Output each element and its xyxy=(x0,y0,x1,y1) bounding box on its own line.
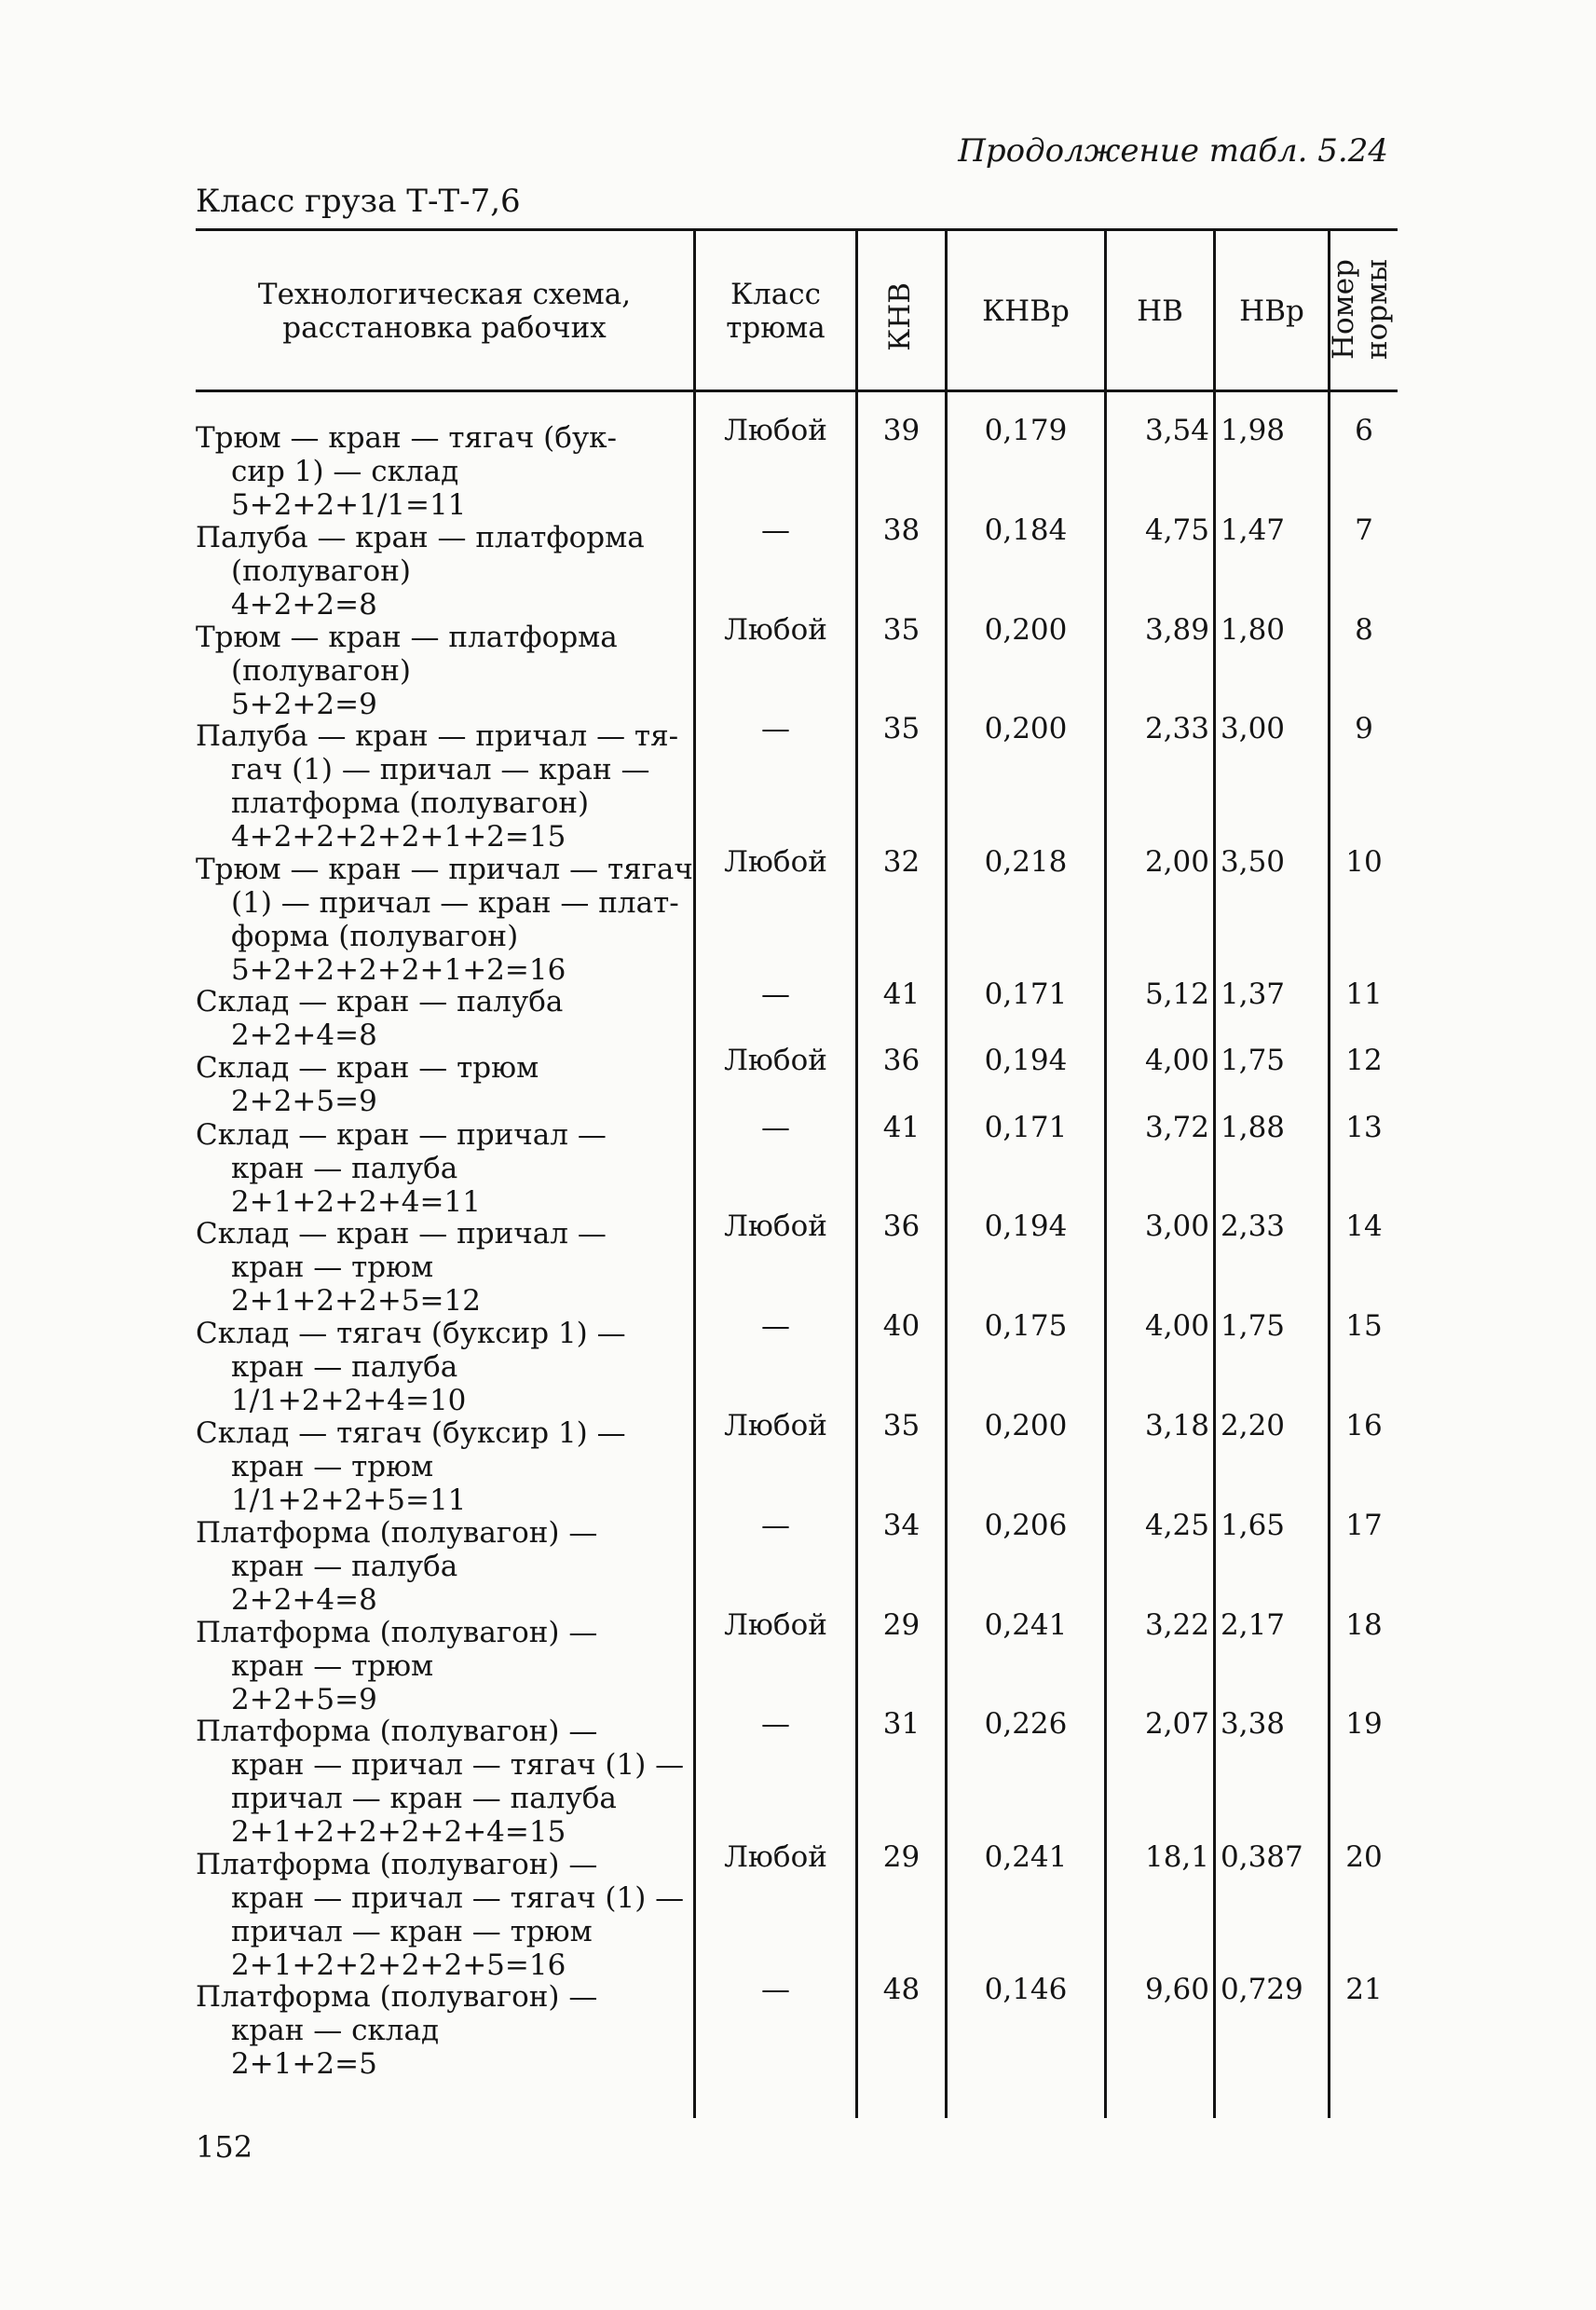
nvr-cell: 3,50 xyxy=(1221,844,1286,879)
norm-number-cell: 15 xyxy=(1345,1309,1383,1344)
scheme-line: 1/1+2+2+4=10 xyxy=(231,1384,467,1418)
nvr-cell: 2,33 xyxy=(1221,1210,1286,1244)
scheme-line: кран — склад xyxy=(231,2014,440,2048)
scheme-line: гач (1) — причал — кран — xyxy=(231,753,650,787)
nv-cell: 5,12 xyxy=(1144,977,1209,1012)
header-hold-class: Класс трюма xyxy=(726,278,825,345)
scheme-line: 4+2+2=8 xyxy=(231,587,377,622)
scheme-line: 2+2+5=9 xyxy=(231,1085,377,1119)
hold-class-cell: — xyxy=(761,1110,790,1144)
hold-class-cell: Любой xyxy=(724,414,827,447)
header-norm-number: Номер нормы xyxy=(1327,259,1394,361)
cargo-class-label: Класс груза Т-Т-7,6 xyxy=(196,183,521,220)
nv-cell: 2,07 xyxy=(1144,1707,1209,1742)
hold-class-cell: — xyxy=(761,1309,790,1344)
norm-number-cell: 16 xyxy=(1345,1409,1383,1442)
norm-number-cell: 10 xyxy=(1345,844,1383,879)
scheme-line: Склад — кран — палуба xyxy=(196,985,564,1019)
scheme-line: 2+1+2+2+2+2+5=16 xyxy=(231,1948,566,1982)
knv-cell: 39 xyxy=(882,414,921,447)
scheme-line: платформа (полувагон) xyxy=(231,786,590,821)
hold-class-cell: Любой xyxy=(724,1210,827,1244)
scheme-cell xyxy=(196,719,699,854)
scheme-cell xyxy=(196,521,699,622)
nv-cell: 9,60 xyxy=(1144,1973,1209,2007)
scheme-line: Склад — кран — трюм xyxy=(196,1051,539,1086)
scheme-cell xyxy=(196,985,699,1052)
nv-cell: 3,22 xyxy=(1144,1607,1209,1642)
hold-class-cell: — xyxy=(761,977,790,1012)
knv-cell: 40 xyxy=(882,1309,921,1344)
hold-class-cell: Любой xyxy=(724,612,827,647)
scheme-line: причал — кран — палуба xyxy=(231,1782,617,1816)
nvr-cell: 1,37 xyxy=(1221,977,1286,1012)
hold-class-cell: Любой xyxy=(724,844,827,879)
norm-number-cell: 14 xyxy=(1345,1210,1383,1244)
scheme-line: кран — палуба xyxy=(231,1549,458,1583)
hold-class-cell: — xyxy=(761,1707,790,1742)
header-knvr: КНВр xyxy=(982,294,1070,328)
norm-number-cell: 8 xyxy=(1355,612,1373,647)
norm-number-cell: 7 xyxy=(1355,513,1373,547)
scheme-line: 1/1+2+2+5=11 xyxy=(231,1483,467,1517)
nv-cell: 18,1 xyxy=(1144,1839,1209,1874)
scheme-line: кран — трюм xyxy=(231,1450,434,1483)
norm-number-cell: 21 xyxy=(1345,1973,1383,2007)
scheme-line: 5+2+2+2+2+1+2=16 xyxy=(231,952,566,987)
nv-cell: 4,00 xyxy=(1144,1309,1209,1344)
scheme-cell xyxy=(196,853,699,987)
scheme-cell xyxy=(196,1118,699,1219)
scheme-line: Платформа (полувагон) — xyxy=(196,1980,598,2015)
nv-cell: 2,33 xyxy=(1144,712,1209,746)
scheme-line: Палуба — кран — причал — тя- xyxy=(196,719,679,754)
knv-cell: 35 xyxy=(882,612,921,647)
norm-number-cell: 13 xyxy=(1345,1110,1383,1144)
hold-class-cell: Любой xyxy=(724,1607,827,1642)
scheme-line: 2+1+2=5 xyxy=(231,2047,377,2082)
norm-number-cell: 9 xyxy=(1355,712,1373,746)
hold-class-cell: Любой xyxy=(724,1409,827,1442)
scheme-line: (полувагон) xyxy=(231,554,411,588)
norm-number-cell: 11 xyxy=(1345,977,1383,1012)
scheme-line: 2+2+4=8 xyxy=(231,1018,377,1053)
scheme-line: 5+2+2=9 xyxy=(231,687,377,721)
nvr-cell: 0,729 xyxy=(1221,1973,1303,2007)
scheme-line: 2+1+2+2+4=11 xyxy=(231,1184,481,1219)
scheme-line: Трюм — кран — тягач (бук- xyxy=(196,421,618,455)
hold-class-cell: — xyxy=(761,712,790,746)
nvr-cell: 1,75 xyxy=(1221,1309,1286,1344)
knvr-cell: 0,200 xyxy=(984,712,1068,746)
knvr-cell: 0,218 xyxy=(984,844,1068,879)
nv-cell: 3,00 xyxy=(1144,1210,1209,1244)
scheme-line: Платформа (полувагон) — xyxy=(196,1615,598,1649)
scheme-cell xyxy=(196,1217,699,1318)
scheme-cell xyxy=(196,421,699,522)
knv-cell: 31 xyxy=(882,1707,921,1742)
scheme-line: Трюм — кран — платформа xyxy=(196,620,618,654)
nv-cell: 3,89 xyxy=(1144,612,1209,647)
knv-cell: 38 xyxy=(882,513,921,547)
header-nvr: НВр xyxy=(1239,294,1304,328)
scheme-line: Склад — тягач (буксир 1) — xyxy=(196,1416,626,1450)
hold-class-cell: — xyxy=(761,513,790,547)
knv-cell: 36 xyxy=(882,1044,921,1078)
scheme-cell xyxy=(196,621,699,721)
scheme-line: Платформа (полувагон) — xyxy=(196,1515,598,1550)
scheme-line: Палуба — кран — платформа xyxy=(196,520,645,554)
hold-class-cell: Любой xyxy=(724,1839,827,1874)
knvr-cell: 0,200 xyxy=(984,1409,1068,1442)
knvr-cell: 0,241 xyxy=(984,1607,1068,1642)
knv-cell: 29 xyxy=(882,1839,921,1874)
knvr-cell: 0,179 xyxy=(984,414,1068,447)
knv-cell: 36 xyxy=(882,1210,921,1244)
nv-cell: 3,72 xyxy=(1144,1110,1209,1144)
scheme-line: (1) — причал — кран — плат- xyxy=(231,885,679,920)
header-nv: НВ xyxy=(1137,294,1183,328)
scheme-cell xyxy=(196,1516,699,1617)
nvr-cell: 0,387 xyxy=(1221,1839,1303,1874)
scheme-line: кран — трюм xyxy=(231,1648,434,1683)
nvr-cell: 2,17 xyxy=(1221,1607,1286,1642)
norm-number-cell: 19 xyxy=(1345,1707,1383,1742)
scheme-line: кран — трюм xyxy=(231,1251,434,1285)
scheme-line: Платформа (полувагон) — xyxy=(196,1847,598,1881)
scheme-line: 2+2+4=8 xyxy=(231,1582,377,1617)
nv-cell: 4,00 xyxy=(1144,1044,1209,1078)
scheme-line: кран — причал — тягач (1) — xyxy=(231,1880,685,1915)
scheme-line: кран — палуба xyxy=(231,1350,458,1385)
knvr-cell: 0,226 xyxy=(984,1707,1068,1742)
nv-cell: 3,18 xyxy=(1144,1409,1209,1442)
knvr-cell: 0,171 xyxy=(984,1110,1068,1144)
scheme-cell xyxy=(196,1980,699,2081)
scheme-line: кран — причал — тягач (1) — xyxy=(231,1748,685,1783)
knvr-cell: 0,200 xyxy=(984,612,1068,647)
scheme-line: кран — палуба xyxy=(231,1151,458,1185)
knv-cell: 41 xyxy=(882,1110,921,1144)
scheme-line: 2+2+5=9 xyxy=(231,1682,377,1716)
scheme-line: Склад — кран — причал — xyxy=(196,1117,607,1152)
nvr-cell: 2,20 xyxy=(1221,1409,1286,1442)
knvr-cell: 0,171 xyxy=(984,977,1068,1012)
knv-cell: 35 xyxy=(882,1409,921,1442)
scheme-line: 2+1+2+2+2+2+4=15 xyxy=(231,1815,566,1850)
nvr-cell: 3,00 xyxy=(1221,712,1286,746)
knvr-cell: 0,206 xyxy=(984,1508,1068,1542)
nvr-cell: 1,65 xyxy=(1221,1508,1286,1542)
header-scheme: Технологическая схема, расстановка рабочих xyxy=(257,278,632,345)
hold-class-cell: — xyxy=(761,1508,790,1542)
knv-cell: 35 xyxy=(882,712,921,746)
norm-number-cell: 17 xyxy=(1345,1508,1383,1542)
scheme-line: (полувагон) xyxy=(231,653,411,688)
hold-class-cell: Любой xyxy=(724,1044,827,1078)
nvr-cell: 1,98 xyxy=(1221,414,1286,447)
scheme-line: 5+2+2+1/1=11 xyxy=(231,488,467,522)
knv-cell: 34 xyxy=(882,1508,921,1542)
knv-cell: 41 xyxy=(882,977,921,1012)
knvr-cell: 0,194 xyxy=(984,1044,1068,1078)
norm-number-cell: 12 xyxy=(1345,1044,1383,1078)
knvr-cell: 0,241 xyxy=(984,1839,1068,1874)
norm-number-cell: 20 xyxy=(1345,1839,1383,1874)
scheme-cell xyxy=(196,1848,699,1982)
scheme-cell xyxy=(196,1051,699,1118)
scheme-line: Трюм — кран — причал — тягач xyxy=(196,852,693,886)
scheme-line: 4+2+2+2+2+1+2=15 xyxy=(231,820,566,854)
scheme-cell xyxy=(196,1317,699,1417)
nv-cell: 4,75 xyxy=(1144,513,1209,547)
header-knv: КНВ xyxy=(883,282,917,351)
knv-cell: 32 xyxy=(882,844,921,879)
scheme-line: Склад — кран — причал — xyxy=(196,1217,607,1251)
scheme-line: Платформа (полувагон) — xyxy=(196,1715,598,1749)
knvr-cell: 0,175 xyxy=(984,1309,1068,1344)
nv-cell: 2,00 xyxy=(1144,844,1209,879)
nv-cell: 4,25 xyxy=(1144,1508,1209,1542)
scheme-line: сир 1) — склад xyxy=(231,455,459,488)
knvr-cell: 0,194 xyxy=(984,1210,1068,1244)
table-continuation-caption: Продолжение табл. 5.24 xyxy=(958,132,1388,170)
norm-number-cell: 6 xyxy=(1355,414,1373,447)
scheme-line: 2+1+2+2+5=12 xyxy=(231,1284,481,1319)
nvr-cell: 1,75 xyxy=(1221,1044,1286,1078)
nvr-cell: 1,88 xyxy=(1221,1110,1286,1144)
scheme-line: причал — кран — трюм xyxy=(231,1914,593,1948)
scheme-cell xyxy=(196,1616,699,1716)
nvr-cell: 1,80 xyxy=(1221,612,1286,647)
knvr-cell: 0,146 xyxy=(984,1973,1068,2007)
nv-cell: 3,54 xyxy=(1144,414,1209,447)
scheme-line: Склад — тягач (буксир 1) — xyxy=(196,1317,626,1351)
norm-number-cell: 18 xyxy=(1345,1607,1383,1642)
knvr-cell: 0,184 xyxy=(984,513,1068,547)
knv-cell: 48 xyxy=(882,1973,921,2007)
hold-class-cell: — xyxy=(761,1973,790,2007)
knv-cell: 29 xyxy=(882,1607,921,1642)
page-number: 152 xyxy=(196,2129,253,2165)
scheme-cell xyxy=(196,1715,699,1849)
nvr-cell: 3,38 xyxy=(1221,1707,1286,1742)
nvr-cell: 1,47 xyxy=(1221,513,1286,547)
scheme-line: форма (полувагон) xyxy=(231,919,519,953)
scheme-cell xyxy=(196,1416,699,1517)
